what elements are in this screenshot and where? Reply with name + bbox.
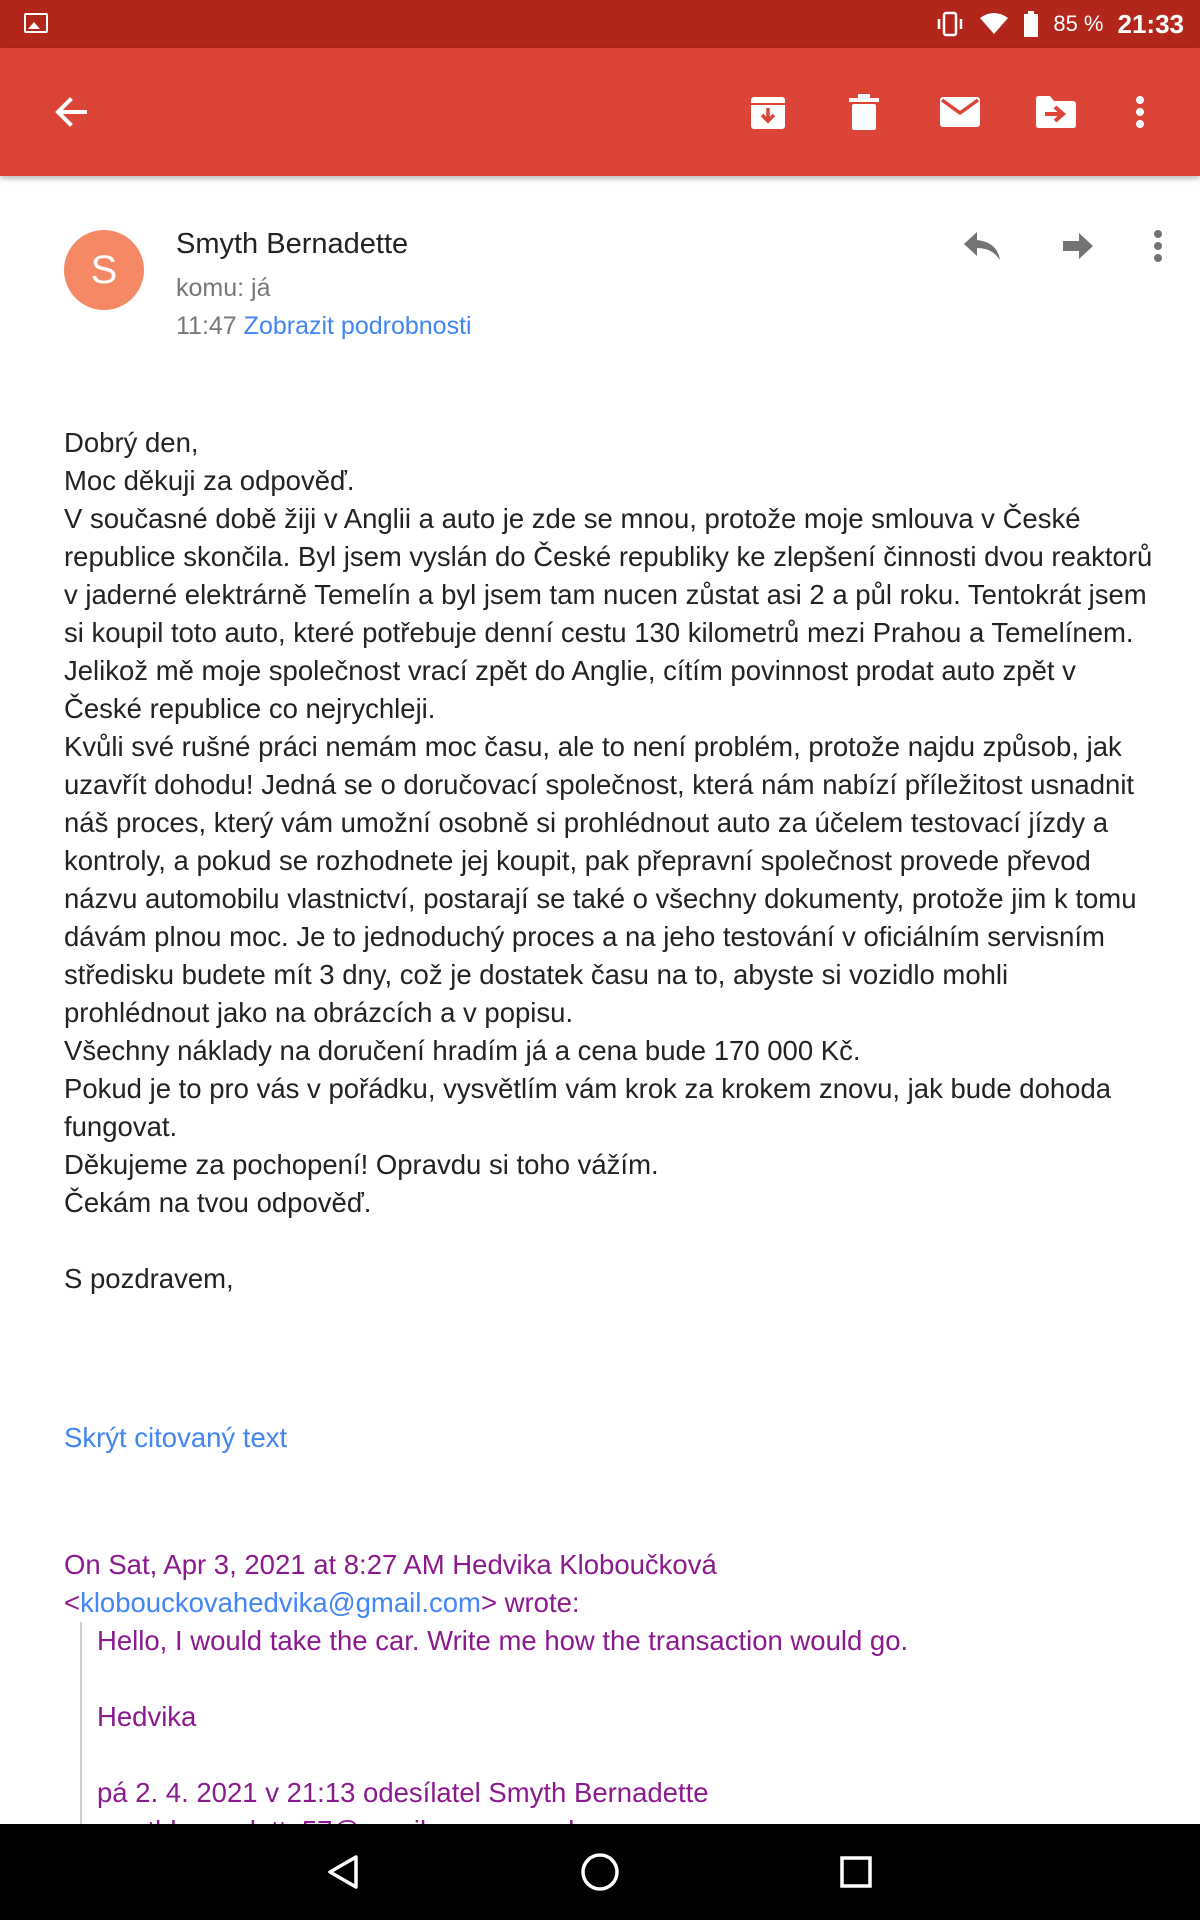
quote-attribution: [64, 1546, 1154, 1622]
status-bar: [0, 0, 1200, 48]
timestamp-line: [176, 312, 472, 341]
waiting-line: Čekám na tvou odpověď.: [64, 1187, 372, 1218]
avatar: S: [64, 230, 144, 310]
home-circle-icon[interactable]: [570, 1842, 630, 1902]
message-body: [64, 424, 1154, 1298]
more-vert-icon[interactable]: [1116, 88, 1164, 136]
move-to-icon[interactable]: [1032, 88, 1080, 136]
battery-percent: 85 %: [1053, 11, 1104, 36]
back-arrow-icon[interactable]: [47, 88, 95, 136]
sender-name: Smyth Bernadette: [176, 228, 409, 260]
status-icons: [935, 0, 1184, 48]
attribution-suffix: > wrote:: [480, 1587, 580, 1618]
appreciation-line: Děkujeme za pochopení! Opravdu si toho vážím.: [64, 1149, 659, 1180]
gallery-icon: [24, 13, 48, 33]
battery-icon: [1023, 11, 1039, 37]
delete-icon[interactable]: [840, 88, 888, 136]
offer-line: Pokud je to pro vás v pořádku, vysvětlím vám krok za krokem znovu, jak bude dohoda fungovat.: [64, 1073, 1112, 1142]
quoted-signature: Hedvika: [97, 1701, 197, 1732]
navigation-bar: [0, 1824, 1200, 1920]
hide-quoted-text-link[interactable]: Skrýt citovaný text: [64, 1422, 288, 1453]
body-paragraph-2: Kvůli své rušné práci nemám moc času, ale to není problém, protože najdu způsob, jak uzavřít dohodu! Jedná se o doručovací společnost, která nám nabízí příležitost usnadnit náš proces, který vám umožní osobně si prohlédnout auto za účelem testovací jízdy a kontroly, a pokud se rozhodnete jej koupit, pak přepravní společnost provede převod názvu automobilu vlastnictví, postarají se také o všechny dokumenty, protože jim k tomu dávám plnou moc. Je to jednoduchý proces a na jeho testování v oficiálním servisním středisku budete mít 3 dny, což je dostatek času na to, abyste si vozidlo mohli prohlédnout jako na obrázcích a v popisu.: [64, 731, 1137, 1028]
quoted-reply: Hello, I would take the car. Write me how the transaction would go.: [97, 1625, 909, 1656]
earlier-attribution: pá 2. 4. 2021 v 21:13 odesílatel Smyth Bernadette: [97, 1777, 709, 1808]
attribution-open: <: [64, 1587, 81, 1618]
signoff: S pozdravem,: [64, 1263, 234, 1294]
quoted-email-link[interactable]: klobouckovahedvika@gmail.com: [80, 1587, 481, 1618]
app-toolbar: [0, 48, 1200, 176]
vibrate-icon: [935, 11, 965, 37]
back-triangle-icon[interactable]: [313, 1842, 373, 1902]
recents-square-icon[interactable]: [826, 1842, 886, 1902]
show-details-link[interactable]: Zobrazit podrobnosti: [243, 312, 472, 340]
wifi-icon: [979, 12, 1009, 36]
quoted-block: [80, 1622, 1177, 1824]
body-paragraph-1: V současné době žiji v Anglii a auto je zde se mnou, protože moje smlouva v České republice skončila. Byl jsem vyslán do České republiky ke zlepšení činnosti dvou reaktorů v jaderné elektrárně Temelín a byl jsem tam nucen zůstat asi 2 a půl roku. Tentokrát jsem si koupil toto auto, které potřebuje denní cestu 130 kilometrů mezi Prahou a Temelínem. Jelikož mě moje společnost vrací zpět do Anglie, cítím povinnost prodat auto zpět v České republice co nejrychleji.: [64, 503, 1153, 724]
costs-line: Všechny náklady na doručení hradím já a cena bude 170 000 Kč.: [64, 1035, 861, 1066]
archive-icon[interactable]: [744, 88, 792, 136]
attribution-prefix: On Sat, Apr 3, 2021 at 8:27 AM Hedvika Kloboučková: [64, 1549, 717, 1580]
recipient-line: komu: já: [176, 274, 271, 302]
mark-unread-icon[interactable]: [936, 88, 984, 136]
message-more-icon[interactable]: [1134, 222, 1182, 270]
message-time: 11:47: [176, 312, 237, 340]
forward-icon[interactable]: [1054, 222, 1102, 270]
thanks-line: Moc děkuji za odpověď.: [64, 465, 355, 496]
reply-icon[interactable]: [958, 222, 1006, 270]
greeting: Dobrý den,: [64, 427, 199, 458]
clock: 21:33: [1117, 8, 1184, 39]
